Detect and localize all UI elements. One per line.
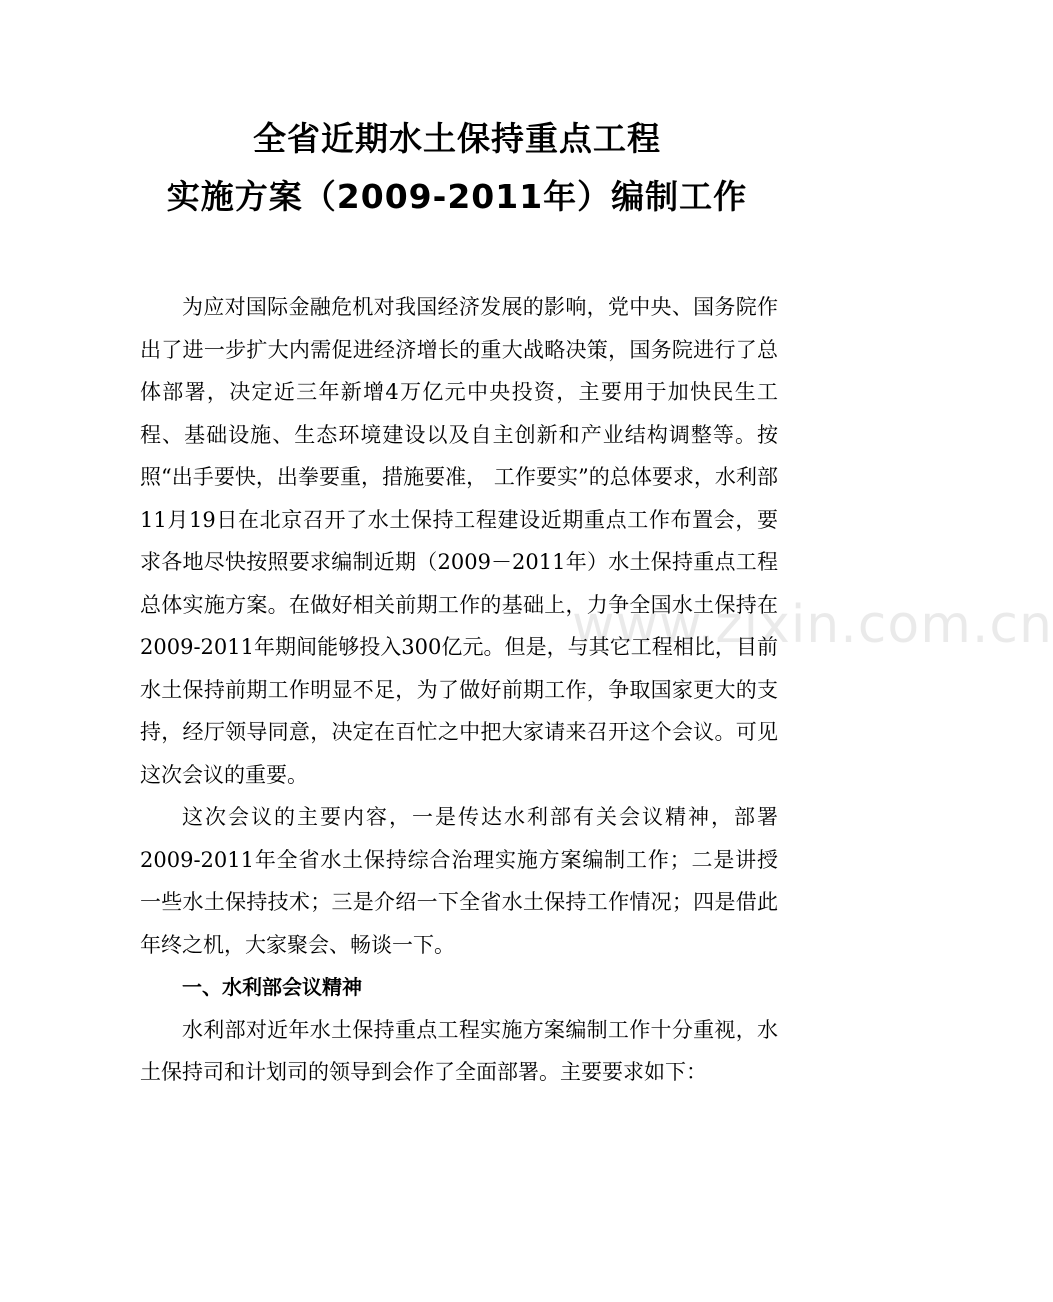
section-heading: 一、水利部会议精神	[182, 975, 362, 999]
paragraph-ministry-requirements: 水利部对近年水土保持重点工程实施方案编制工作十分重视，水土保持司和计划司的领导到会作了全面部署。主要要求如下：	[140, 1017, 778, 1084]
title-line-2: 实施方案（2009-2011年）编制工作	[166, 177, 748, 216]
title-line-1: 全省近期水土保持重点工程	[253, 119, 661, 158]
document-body	[140, 286, 778, 1094]
document-title	[136, 110, 778, 226]
paragraph-meeting-content: 这次会议的主要内容，一是传达水利部有关会议精神，部署2009-2011年全省水土保持综合治理实施方案编制工作；二是讲授一些水土保持技术；三是介绍一下全省水土保持工作情况；四是借此年终之机，大家聚会、畅谈一下。	[140, 805, 778, 957]
watermark: www.zixin.com.cn	[572, 595, 1053, 655]
paragraph-intro: 为应对国际金融危机对我国经济发展的影响，党中央、国务院作出了进一步扩大内需促进经济增长的重大战略决策，国务院进行了总体部署，决定近三年新增4万亿元中央投资，主要用于加快民生工程、基础设施、生态环境建设以及自主创新和产业结构调整等。按照“出手要快，出拳要重，措施要准， 工作要实”的总体要求，水利部11月19日在北京召开了水土保持工程建设近期重点工作布置会，要求各地尽快按照要求编制近期（2009－2011年）水土保持重点工程总体实施方案。在做好相关前期工作的基础上，力争全国水土保持在2009-2011年期间能够投入300亿元。但是，与其它工程相比，目前水土保持前期工作明显不足，为了做好前期工作，争取国家更大的支持，经厅领导同意，决定在百忙之中把大家请来召开这个会议。可见这次会议的重要。	[140, 295, 778, 787]
